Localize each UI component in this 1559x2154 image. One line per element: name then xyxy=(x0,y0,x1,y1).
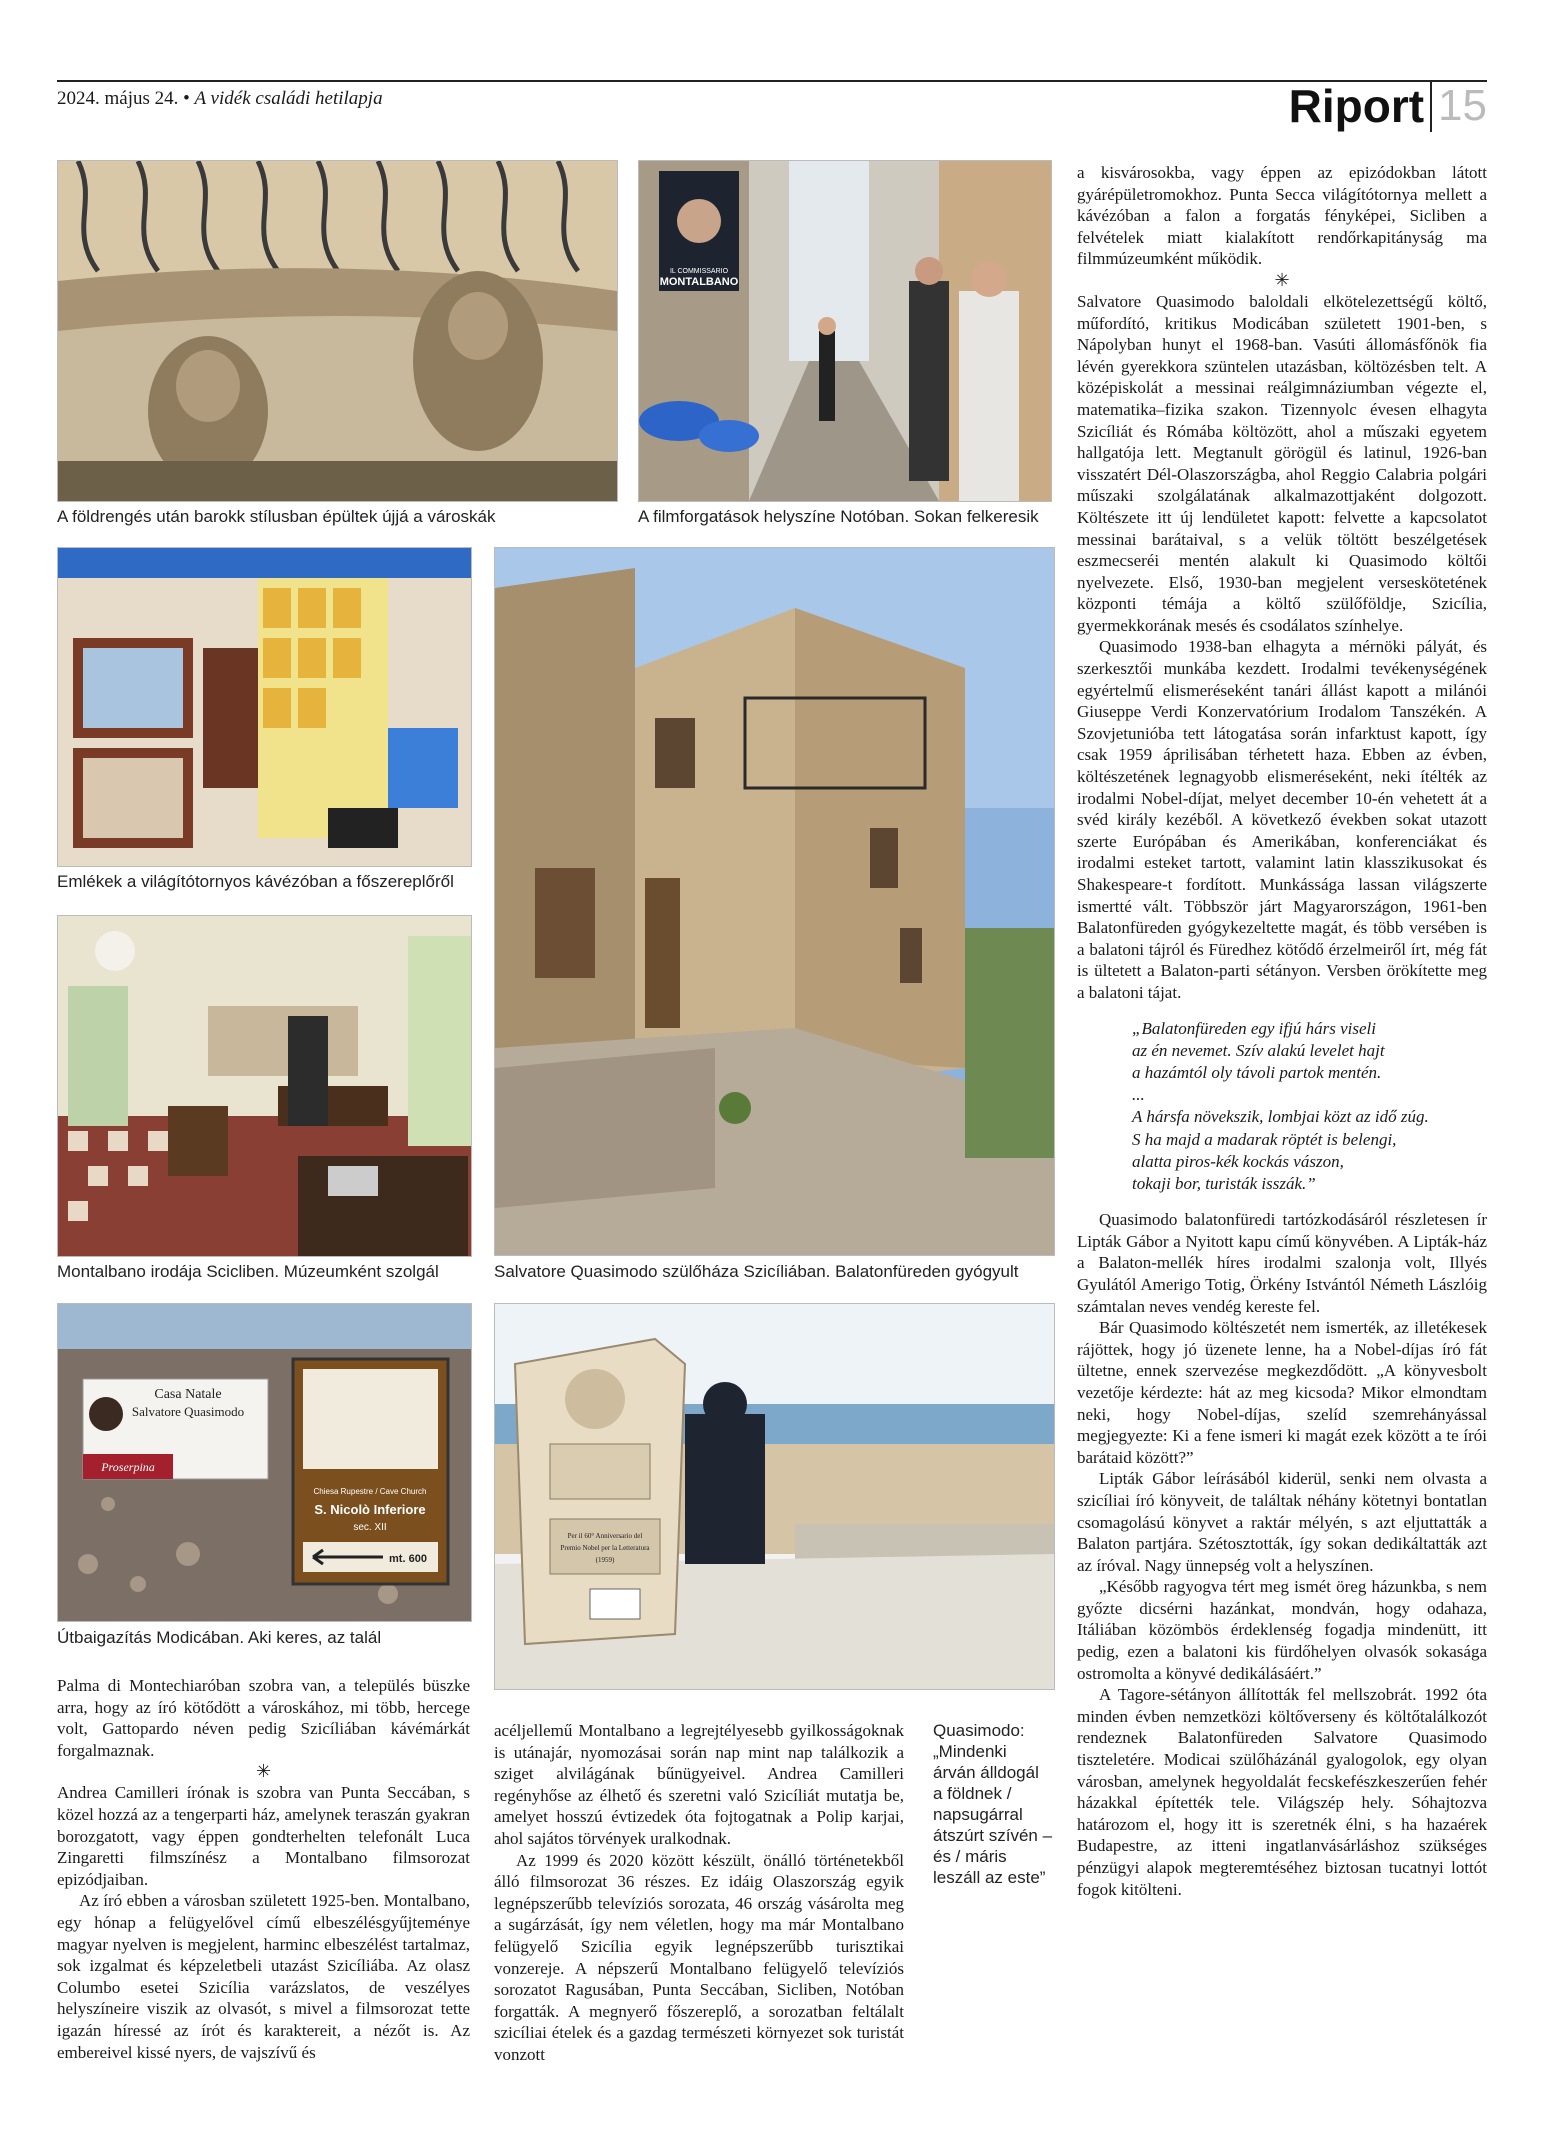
sign-casa-natale: Casa Natale xyxy=(154,1387,222,1402)
paragraph: Bár Quasimodo költészetét nem ismerték, az illetékesek rájöttek, hogy jó üzenete lenne, ha a Nobel-díjas író fát ültetne, ennek szervezése megkezdődött. „A könyvesbolt vezetője kérdezte: hát az meg kicsoda? Mikor elmondtam neki, hogy Nobel-díjas, szelíd szemrehányással megjegyezte: Ki a fene ismeri ki magát ezek között a te írói barátaid között?” xyxy=(1077,1318,1487,1467)
quote-line: és / máris xyxy=(933,1847,1007,1866)
photo-noto-street xyxy=(638,160,1052,502)
paragraph: Az író ebben a városban született 1925-ben. Montalbano, egy hónap a felügyelővel című elbeszélésgyűjteménye magyar nyelven is megjelent, harminc elbeszélést tartalmaz, sok izgalmat és képzeletbeli utazást Szicíliába. Az olasz Columbo esetei Szicília varázslatos, de veszélyes helyszíneire viszik az olvasót, s mivel a filmsorozat tette igazán híressé az írót és karaktereit, a nézőt is. Az embereivel kissé nyers, de vajszívű és xyxy=(57,1891,470,2062)
paragraph: „Később ragyogva tért meg ismét öreg házunkba, s nem győzte dicsérni hazánkat, mondván, hogy odahaza, Itáliában közömbös érdeklenség fogadja mindenütt, itt pedig, ezen a balatoni kis fürdőhelyen olvasók sokasága ostromolta a könyvé dedikálásáért.” xyxy=(1077,1577,1487,1683)
sign-cave-church: Chiesa Rupestre / Cave Church xyxy=(313,1487,427,1496)
column-right xyxy=(1077,162,1487,1900)
quote-line: árván álldogál xyxy=(933,1763,1039,1782)
section-separator: ✳ xyxy=(1274,269,1290,290)
quote-line: leszáll az este” xyxy=(933,1868,1046,1887)
column-bottom-left xyxy=(57,1675,470,2063)
photo-signpost-modica xyxy=(57,1303,472,1622)
paragraph: Quasimodo 1938-ban elhagyta a mérnöki pályát, és szerkesztői munkába kezdett. Irodalmi tevékenységének egyértelmű elismeréseként tanári állást kapott a milánói Giuseppe Verdi Konzervatórium Irodalom Tanszékén. A Szovjetunióba tett látogatása során infarktust kapott, így csak 1959 áprilisában térhetett haza. Ebben az évben, költészetének legnagyobb elismeréseként, neki ítélték az irodalmi Nobel-díjat, melyet december 10-én vehetett át a svéd király kezéből. A következő években sokat utazott szerte Európában és Amerikában, konferenciákat és irodalmi esteket tartott, valamint latin klasszikusokat és Shakespeare-t fordított. Munkássága lassan világszerte ismertté vált. Többször járt Magyarországon, 1961-ben Balatonfüreden gyógykezeltette magát, és több versében is a balatoni tájról és Füredhez kötődő érzelmeiről írt, még fát is ültetett a Balaton-parti sétányon. Versben örökítette meg a balatoni tájat. xyxy=(1077,637,1487,1002)
paragraph: Andrea Camilleri írónak is szobra van Punta Seccában, s közel hozzá az a tengerparti ház, amelynek teraszán gyakran borozgatott, vagy éppen gondterhelten telefonált Luca Zingaretti filmszínész a Montalbano filmsorozat epizódjaiban. xyxy=(57,1783,470,1889)
bullet: • xyxy=(183,88,190,109)
publication-name: A vidék családi hetilapja xyxy=(194,88,383,109)
caption-signpost: Útbaigazítás Modicában. Aki keres, az talál xyxy=(57,1628,382,1647)
section-header xyxy=(1289,78,1487,134)
poem-line: alatta piros-kék kockás vászon, xyxy=(1132,1151,1344,1171)
quote-line: napsugárral xyxy=(933,1805,1023,1824)
caption-birthplace: Salvatore Quasimodo szülőháza Szicíliában. Balatonfüreden gyógyult xyxy=(494,1262,1019,1281)
poem-line: a hazámtól oly távoli partok mentén. xyxy=(1132,1062,1382,1082)
photo-baroque-balcony xyxy=(57,160,618,502)
sign-distance: mt. 600 xyxy=(389,1553,427,1565)
paragraph: a kisvárosokba, vagy éppen az epizódokban látott gyárépületromokhoz. Punta Secca világítótornya mellett a kávézóban a falon a forgatás fényképei, Sicliben a felvételek miatt kialakított rendőrkapitányság ma filmmúzeumként működik. xyxy=(1077,163,1487,269)
paragraph: Az 1999 és 2020 között készült, önálló történetekből álló filmsorozat 36 részes. Ez idáig Olaszország egyik legnépszerűbb televíziós sorozata, 46 ország vásárolta meg a sugárzását, így nem véletlen, hogy ma már Montalbano felügyelő Szicília egyik legnépszerűbb turisztikai vonzereje. A népszerű Montalbano felügyelő televíziós sorozatot Ragusában, Punta Seccában, Sicliben, Notóban forgatták. A megnyerő főszereplő, a sorozatban feltálalt szicíliai ételek és a gazdag természeti környezet sok turistát vonzott xyxy=(494,1850,904,2064)
poster-title: MONTALBANO xyxy=(659,276,739,288)
column-bottom-middle xyxy=(494,1720,904,2066)
poem-line: ... xyxy=(1132,1085,1145,1105)
paragraph: Quasimodo balatonfüredi tartózkodásáról részletesen ír Lipták Gábor a Nyitott kapu című könyvében. A Lipták-ház a Balaton-mellék híres irodalmi szalonja volt, Illyés Gyulától Amerigo Totig, Örkény Istvántól Németh Lászlóig számtalan neves vendég kereste fel. xyxy=(1077,1210,1487,1316)
page-number: 15 xyxy=(1438,81,1487,130)
poem xyxy=(1132,1018,1487,1196)
paragraph: Palma di Montechiaróban szobra van, a település büszke arra, hogy az író kötődött a városkához, mi több, hercege volt, Gattopardo néven pedig Szicíliában kávémárkát forgalmaznak. xyxy=(57,1676,470,1760)
sign-san-nicolo: S. Nicolò Inferiore xyxy=(314,1502,426,1517)
paragraph: acéljellemű Montalbano a legrejtélyesebb gyilkosságoknak is utánajár, nyomozásai során nap mint nap találkozik a sziget alvilágának bűnügyeivel. Andrea Camilleri regényhőse az élhető és szeretni való Szicíliát mutatja be, amelyet hosszú évtizedek óta fojtogatnak a Polip karjai, ahol sajátos törvények uralkodnak. xyxy=(494,1721,904,1848)
quote-line: a földnek / xyxy=(933,1784,1012,1803)
paragraph: Salvatore Quasimodo baloldali elkötelezettségű költő, műfordító, kritikus Modicában született 1901-ben, s Nápolyban hunyt el 1968-ban. Vasúti állomásfőnök fia lévén gyerekkora szüntelen utazásban, költözésben telt. A középiskolát a messinai reálgimnáziumban végezte el, matematika–fizika szakon. Tizennyolc évesen elhagyta Szicíliát és Rómába költözött, ahol a műszaki egyetem hallgatója lett. Megtanult görögül és latinul, 1926-ban visszatért Dél-Olaszországba, ahol Reggio Calabria polgári műszaki szolgálatának alkalmazottjaként dolgozott. Költészete itt új lendületet kapott: felvette a kapcsolatot messinai barátaival, s a velük töltött beszélgetések eszmecseréi mentén alakult ki Quasimodo költői nyelvezete. Első, 1930-ban megjelent verseskötetének központi témája a költő szülőföldje, Szicília, gyermekkorának mesés és csodálatos színhelye. xyxy=(1077,291,1487,635)
quote-line: Quasimodo: xyxy=(933,1721,1025,1740)
monument-line-1: Per il 60° Anniversario del xyxy=(567,1532,643,1540)
caption-memories: Emlékek a világítótornyos kávézóban a főszereplőről xyxy=(57,872,454,891)
poem-line: S ha majd a madarak röptét is belengi, xyxy=(1132,1129,1397,1149)
header-rule xyxy=(57,80,1487,82)
caption-filming: A filmforgatások helyszíne Notóban. Sokan felkeresik xyxy=(638,507,1039,526)
photo-montalbano-office xyxy=(57,915,472,1257)
paragraph: Lipták Gábor leírásából kiderül, senki nem olvasta a szicíliai író könyveit, de találtak néhány kötetnyi bontatlan csomagolású könyvet a raktár mélyén, s azt eljuttatták a Balaton partjára. Szétosztották, így sokan dedikáltatták azt az íróval. Nagy ünnepség volt a helyszínen. xyxy=(1077,1469,1487,1575)
section-title: Riport xyxy=(1289,80,1432,132)
paragraph: A Tagore-sétányon állították fel mellszobrát. 1992 óta minden évben nemzetközi költőverseny és költőtalálkozót rendeznek Balatonfüreden Salvatore Quasimodo tiszteletére. Modicai szülőházánál gyalogolok, egy olyan városban, amelynek hegyoldalát fecskefészkeszerűen fehér házakkal építették tele. Világszép hely. Sóhajtozva határozom el, hogy itt is szeretnék élni, s ha hazaérek Budapestre, az itteni ingatlanvásárláshoz szükséges pénzügyi alapok megteremtéséhez biztosan tucatnyi lottót fogok kitölteni. xyxy=(1077,1685,1487,1899)
poem-line: „Balatonfüreden egy ifjú hárs viseli xyxy=(1132,1018,1376,1038)
sign-proserpina: Proserpina xyxy=(101,1460,155,1474)
monument-line-2: Premio Nobel per la Letteratura xyxy=(560,1544,650,1552)
section-separator: ✳ xyxy=(255,1761,272,1782)
photo-cafe-memories xyxy=(57,547,472,867)
issue-date: 2024. május 24. xyxy=(57,88,179,109)
quote-line: átszúrt szívén – xyxy=(933,1826,1053,1845)
caption-office: Montalbano irodája Scicliben. Múzeumként szolgál xyxy=(57,1262,439,1281)
photo-nobel-monument xyxy=(494,1303,1055,1690)
quote-line: „Mindenki xyxy=(933,1742,1007,1761)
poem-line: A hársfa növekszik, lombjai közt az idő zúg. xyxy=(1132,1107,1429,1127)
header-dateline xyxy=(57,88,383,110)
sign-quasimodo-name: Salvatore Quasimodo xyxy=(131,1404,245,1419)
poem-line: tokaji bor, turisták isszák.” xyxy=(1132,1173,1316,1193)
caption-baroque: A földrengés után barokk stílusban épültek újjá a városkák xyxy=(57,507,496,526)
side-quote xyxy=(933,1720,1058,1888)
sign-century: sec. XII xyxy=(353,1522,387,1533)
monument-line-3: (1959) xyxy=(595,1556,615,1564)
poem-line: az én nevemet. Szív alakú levelet hajt xyxy=(1132,1040,1385,1060)
photo-quasimodo-birthplace xyxy=(494,547,1055,1256)
poster-top: IL COMMISSARIO xyxy=(669,268,729,275)
